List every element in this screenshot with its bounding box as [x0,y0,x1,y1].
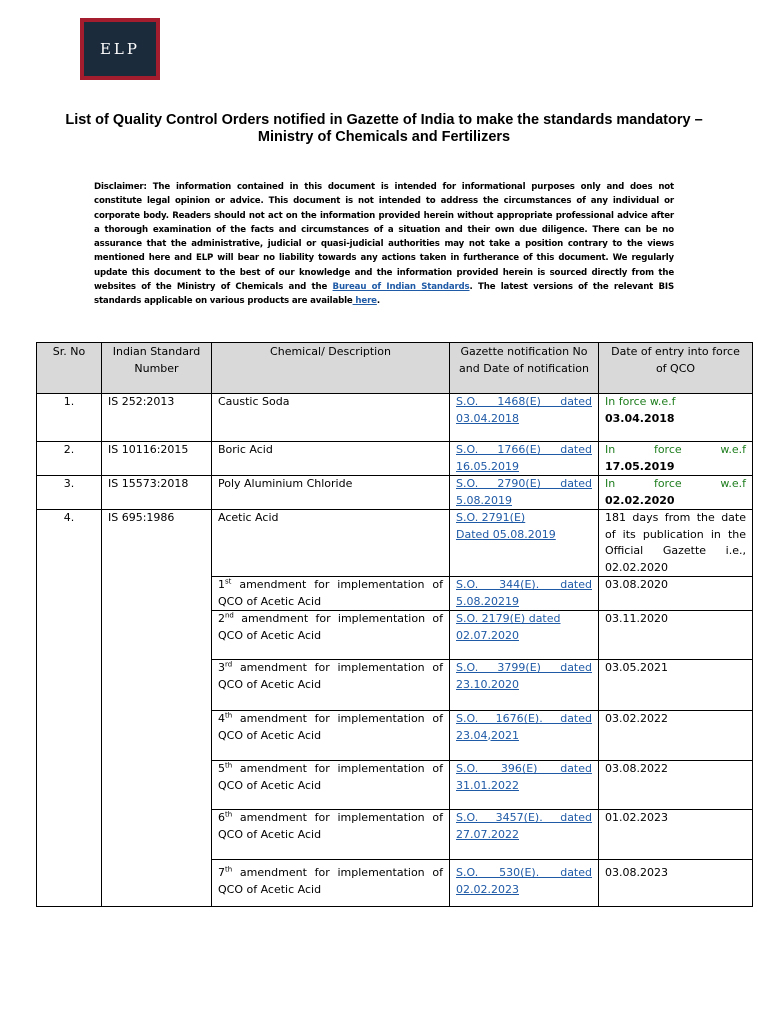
date-cell [599,442,753,476]
gazette-date-link[interactable]: 23.04,2021 [456,728,519,742]
date-cell [599,394,753,442]
amendment-line-1: 3rd amendment for implementation of [218,660,443,674]
amendment-cell [212,761,450,810]
disclaimer [94,180,674,309]
gazette-date-link[interactable]: Dated 05.08.2019 [456,527,556,541]
gazette-date-link[interactable]: 02.07.2020 [456,628,519,642]
gazette-link[interactable]: S.O. 396(E) dated [456,762,592,775]
date-cell: 03.08.2023 [599,860,753,907]
table-header-row [37,343,753,394]
gazette-date-link[interactable]: 5.08.20219 [456,594,519,608]
gazette-cell [450,611,599,660]
amendment-line-1: 6th amendment for implementation of [218,810,443,824]
amendment-line-1: 4th amendment for implementation of [218,711,443,725]
table-row [37,394,753,442]
amendment-cell [212,577,450,611]
sr-cell: 4. [37,510,102,907]
gazette-link[interactable]: S.O. 344(E). dated [456,578,592,591]
amendment-line-1: 2nd amendment for implementation of [218,611,443,625]
header-chemical: Chemical/ Description [212,343,450,394]
date-cell: 03.08.2020 [599,577,753,611]
elp-logo [80,18,160,80]
gazette-link[interactable]: S.O. 3457(E). dated [456,811,592,824]
gazette-date-link[interactable]: 02.02.2023 [456,882,519,896]
disclaimer-end: . [376,296,380,307]
logo-text: ELP [99,40,140,58]
gazette-link[interactable]: S.O. 2179(E) dated [456,612,561,625]
in-force-date: 17.05.2019 [605,459,675,473]
gazette-date-link[interactable]: 03.04.2018 [456,411,519,425]
disclaimer-text: Disclaimer: The information contained in this document is intended for informational purposes only and does not constitute legal opinion or advice. This document is not intended to address the circumstances of any individual or corporate body. Readers should not act on the information provided herein without appropriate professional advice after a thorough examination of the facts and circumstances of a situation and their own due diligence. There can be no assurance that the administrative, judicial or quasi-judicial authorities may not take a position contrary to the views mentioned here and ELP will bear no liability towards any actions taken in furtherance of this document. We regularly update this document to the best of our knowledge and the information provided herein is sourced directly from the websites of the Ministry of Chemicals and the [94,182,674,293]
in-force-label: In force w.e.f [605,443,746,456]
amendment-line-2: QCO of Acetic Acid [218,827,322,841]
bis-link[interactable]: Bureau of Indian Standards [332,282,470,293]
chemical-cell: Acetic Acid [212,510,450,577]
amendment-line-1: 7th amendment for implementation of [218,865,443,879]
amendment-line-2: QCO of Acetic Acid [218,677,322,691]
gazette-date-link[interactable]: 27.07.2022 [456,827,519,841]
header-sr-no: Sr. No [37,343,102,394]
amendment-cell [212,660,450,711]
gazette-cell [450,510,599,577]
date-cell: 181 days from the date of its publication in the Official Gazette i.e., 02.02.2020 [599,510,753,577]
sr-cell: 3. [37,476,102,510]
amendment-line-2: QCO of Acetic Acid [218,778,322,792]
amendment-cell [212,810,450,860]
amendment-line-2: QCO of Acetic Acid [218,728,322,742]
gazette-cell [450,711,599,761]
amendment-cell [212,860,450,907]
gazette-cell [450,860,599,907]
standard-cell: IS 252:2013 [102,394,212,442]
amendment-line-1: 1st amendment for implementation of [218,577,443,591]
date-cell: 01.02.2023 [599,810,753,860]
gazette-cell [450,394,599,442]
in-force-date: 02.02.2020 [605,493,675,507]
in-force-label: In force w.e.f [605,395,676,408]
gazette-link[interactable]: S.O. 1468(E) dated [456,395,592,408]
gazette-link[interactable]: S.O. 2790(E) dated [456,477,592,490]
gazette-link[interactable]: S.O. 3799(E) dated [456,661,592,674]
gazette-link[interactable]: S.O. 1676(E). dated [456,712,592,725]
gazette-date-link[interactable]: 16.05.2019 [456,459,519,473]
date-cell [599,476,753,510]
header-gazette: Gazette notification No and Date of notification [450,343,599,394]
gazette-cell [450,577,599,611]
chemical-cell: Caustic Soda [212,394,450,442]
table-row [37,476,753,510]
standard-cell: IS 695:1986 [102,510,212,907]
table-row [37,510,753,577]
document-title: List of Quality Control Orders notified in Gazette of India to make the standards mandatory – Ministry of Chemicals and Fertilizers [65,112,703,145]
gazette-date-link[interactable]: 5.08.2019 [456,493,512,507]
in-force-date: 03.04.2018 [605,411,675,425]
gazette-date-link[interactable]: 31.01.2022 [456,778,519,792]
in-force-label: In force w.e.f [605,477,746,490]
gazette-cell [450,810,599,860]
standard-cell: IS 10116:2015 [102,442,212,476]
header-standard: Indian Standard Number [102,343,212,394]
gazette-link[interactable]: S.O. 530(E). dated [456,866,592,879]
amendment-line-2: QCO of Acetic Acid [218,628,322,642]
gazette-cell [450,442,599,476]
date-cell: 03.11.2020 [599,611,753,660]
date-cell: 03.08.2022 [599,761,753,810]
sr-cell: 1. [37,394,102,442]
amendment-cell [212,711,450,761]
amendment-cell [212,611,450,660]
qco-table [36,342,753,907]
here-link[interactable]: here [352,296,377,307]
gazette-cell [450,660,599,711]
date-cell: 03.02.2022 [599,711,753,761]
date-cell: 03.05.2021 [599,660,753,711]
gazette-date-link[interactable]: 23.10.2020 [456,677,519,691]
gazette-cell [450,476,599,510]
amendment-line-2: QCO of Acetic Acid [218,594,322,608]
gazette-link[interactable]: S.O. 2791(E) [456,511,526,524]
disclaimer-text-2: . The latest versions of the relevant BIS standards applicable on various products are available [94,282,675,307]
chemical-cell: Boric Acid [212,442,450,476]
amendment-line-1: 5th amendment for implementation of [218,761,443,775]
amendment-line-2: QCO of Acetic Acid [218,882,322,896]
header-date: Date of entry into force of QCO [599,343,753,394]
gazette-cell [450,761,599,810]
sr-cell: 2. [37,442,102,476]
gazette-link[interactable]: S.O. 1766(E) dated [456,443,592,456]
table-row [37,442,753,476]
chemical-cell: Poly Aluminium Chloride [212,476,450,510]
standard-cell: IS 15573:2018 [102,476,212,510]
